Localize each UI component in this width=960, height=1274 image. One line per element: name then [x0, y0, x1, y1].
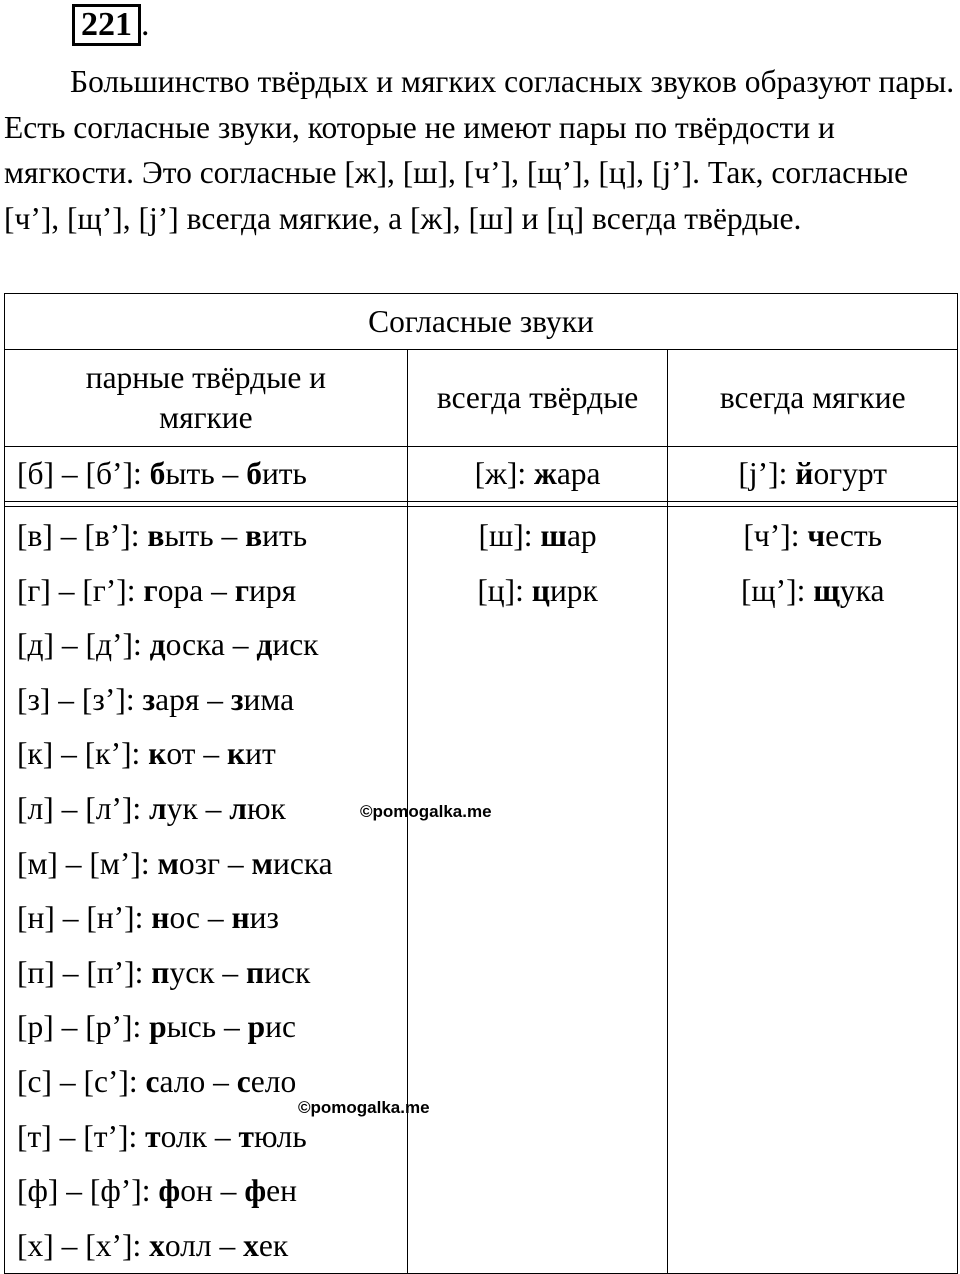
hard-sound: [ц]: [477, 572, 532, 608]
hard-letter: ц [531, 572, 550, 608]
pair-word-hard-rest: ос – [169, 900, 232, 936]
list-item [17, 946, 407, 1001]
pair-letter-soft: м [251, 845, 274, 881]
pair-sounds: [м] – [м’]: [17, 845, 158, 881]
list-item [668, 509, 957, 564]
pair-sounds: [х] – [х’]: [17, 1227, 150, 1263]
pair-letter-hard: р [149, 1009, 167, 1045]
pair-letter-hard: т [145, 1118, 161, 1154]
pair-sounds: [б] – [б’]: [17, 456, 150, 491]
pair-sounds: [в] – [в’]: [17, 518, 148, 553]
list-item [408, 564, 668, 619]
column-header-always-soft: всегда мягкие [668, 350, 958, 447]
pair-word-soft-rest: ис [265, 1009, 296, 1045]
pair-letter-hard: с [145, 1063, 160, 1099]
soft-letter: щ [813, 572, 840, 608]
pair-letter-hard: х [149, 1227, 165, 1263]
pair-letter-soft: х [243, 1227, 259, 1263]
list-item [668, 564, 957, 619]
pair-letter-soft: т [238, 1118, 254, 1154]
list-item [17, 782, 407, 837]
table-title: Согласные звуки [5, 294, 958, 350]
pair-sounds: [г] – [г’]: [17, 572, 144, 608]
pair-letter-soft: к [226, 736, 246, 772]
list-item [17, 564, 407, 619]
soft-first-cell [668, 447, 958, 502]
list-item [17, 673, 407, 728]
hard-first-cell [407, 447, 668, 502]
hard-word-rest: ирк [549, 572, 598, 608]
hard-letter: ж [533, 456, 557, 491]
pair-word-soft-rest: ить [261, 456, 307, 491]
pair-word-soft-rest: ек [258, 1227, 289, 1263]
pair-word-soft-rest: юк [246, 790, 286, 826]
pair-word-hard-rest: олк – [160, 1118, 239, 1154]
pair-letter-soft: з [230, 681, 244, 717]
pair-sounds: [д] – [д’]: [17, 627, 150, 663]
exercise-number-box: 221 [72, 4, 141, 46]
pair-sounds: [т] – [т’]: [17, 1118, 146, 1154]
pair-letter-hard: м [157, 845, 179, 881]
pair-sounds: [п] – [п’]: [17, 954, 152, 990]
watermark: ©pomogalka.me [298, 1098, 430, 1117]
hard-letter: ш [540, 518, 567, 553]
pair-word-soft-rest: иск [272, 627, 319, 663]
list-item [408, 509, 668, 564]
pair-word-hard-rest: ыть – [164, 518, 246, 553]
hard-word-rest: ара [556, 456, 601, 491]
pair-word-soft-rest: ить [262, 518, 308, 553]
consonants-table [4, 293, 958, 1274]
soft-word-rest: огурт [813, 456, 887, 491]
pair-letter-hard: д [149, 627, 166, 663]
pair-word-hard-rest: ук – [166, 790, 230, 826]
soft-sound: [j’]: [738, 456, 796, 491]
pair-letter-hard: н [151, 900, 170, 936]
pair-word-hard-rest: ало – [159, 1063, 237, 1099]
pair-word-soft-rest: ит [245, 736, 276, 772]
exercise-number-dot: . [141, 6, 150, 43]
pair-letter-soft: с [236, 1063, 251, 1099]
pair-word-soft-rest: иря [249, 572, 297, 608]
hard-word-rest: ар [566, 518, 597, 553]
pair-word-hard-rest: аря – [155, 681, 231, 717]
pair-letter-soft: ф [244, 1173, 267, 1209]
pair-sounds: [к] – [к’]: [17, 736, 149, 772]
list-item [17, 509, 407, 564]
list-item [17, 618, 407, 673]
pair-word-hard-rest: ыть – [165, 456, 247, 491]
pair-word-soft-rest: иск [264, 954, 311, 990]
list-item [17, 1164, 407, 1219]
pair-letter-soft: в [245, 518, 263, 553]
paired-first-cell [5, 447, 408, 502]
pair-word-hard-rest: уск – [169, 954, 246, 990]
pair-sounds: [з] – [з’]: [17, 681, 143, 717]
column-header-paired: парные твёрдые и мягкие [5, 350, 408, 447]
pair-letter-soft: д [256, 627, 273, 663]
pair-word-soft-rest: иска [273, 845, 333, 881]
pair-letter-hard: з [142, 681, 156, 717]
pair-letter-hard: л [149, 790, 167, 826]
pair-word-hard-rest: ысь – [166, 1009, 248, 1045]
pair-letter-hard: в [147, 518, 165, 553]
soft-letter: й [795, 456, 814, 491]
soft-word-rest: ука [839, 572, 885, 608]
pair-word-soft-rest: ен [266, 1173, 297, 1209]
pair-word-hard-rest: олл – [164, 1227, 244, 1263]
pair-word-hard-rest: оска – [165, 627, 257, 663]
pair-word-hard-rest: озг – [178, 845, 252, 881]
hard-sound: [ж]: [474, 456, 534, 491]
pair-letter-hard: к [148, 736, 167, 772]
pair-word-soft-rest: юль [253, 1118, 307, 1154]
pair-letter-hard: п [151, 954, 170, 990]
intro-paragraph: Большинство твёрдых и мягких согласных звуков образуют пары. Есть согласные звуки, которые не имеют пары по твёрдости и мягкости. Это согласные [ж], [ш], [ч’], [щ’], [ц], [j’]. Так, согласные [ч’], [щ’], [j’] всегда мягкие, а [ж], [ш] и [ц] всегда твёрдые. [4, 64, 955, 236]
soft-letter: ч [807, 518, 826, 553]
exercise-number [72, 4, 150, 46]
pair-letter-hard: б [149, 456, 166, 491]
list-item [17, 891, 407, 946]
pair-letter-hard: ф [158, 1173, 181, 1209]
pair-letter-soft: г [234, 572, 250, 608]
pair-word-hard-rest: от – [166, 736, 227, 772]
column-header-always-hard: всегда твёрдые [407, 350, 668, 447]
hard-list-cell [407, 507, 668, 1274]
pair-sounds: [с] – [с’]: [17, 1063, 146, 1099]
pair-letter-soft: б [246, 456, 262, 491]
soft-list-cell [668, 507, 958, 1274]
soft-sound: [ч’]: [743, 518, 808, 553]
pair-word-soft-rest: ело [250, 1063, 297, 1099]
pair-sounds: [ф] – [ф’]: [17, 1173, 159, 1209]
pair-word-hard-rest: ора – [157, 572, 235, 608]
pair-letter-soft: н [231, 900, 250, 936]
pair-word-soft-rest: има [243, 681, 295, 717]
pair-word-soft-rest: из [249, 900, 279, 936]
pair-word-hard-rest: он – [180, 1173, 245, 1209]
pair-sounds: [л] – [л’]: [17, 790, 150, 826]
list-item [17, 1219, 407, 1274]
pair-letter-soft: п [246, 954, 265, 990]
list-item [17, 837, 407, 892]
paired-list-cell [5, 507, 408, 1274]
pair-letter-hard: г [143, 572, 158, 608]
pair-letter-soft: р [247, 1009, 266, 1045]
pair-sounds: [н] – [н’]: [17, 900, 152, 936]
soft-word-rest: есть [825, 518, 882, 553]
pair-letter-soft: л [229, 790, 247, 826]
list-item [17, 727, 407, 782]
pair-sounds: [р] – [р’]: [17, 1009, 150, 1045]
list-item [17, 1000, 407, 1055]
soft-sound: [щ’]: [740, 572, 814, 608]
watermark: ©pomogalka.me [360, 802, 492, 821]
hard-sound: [ш]: [478, 518, 541, 553]
